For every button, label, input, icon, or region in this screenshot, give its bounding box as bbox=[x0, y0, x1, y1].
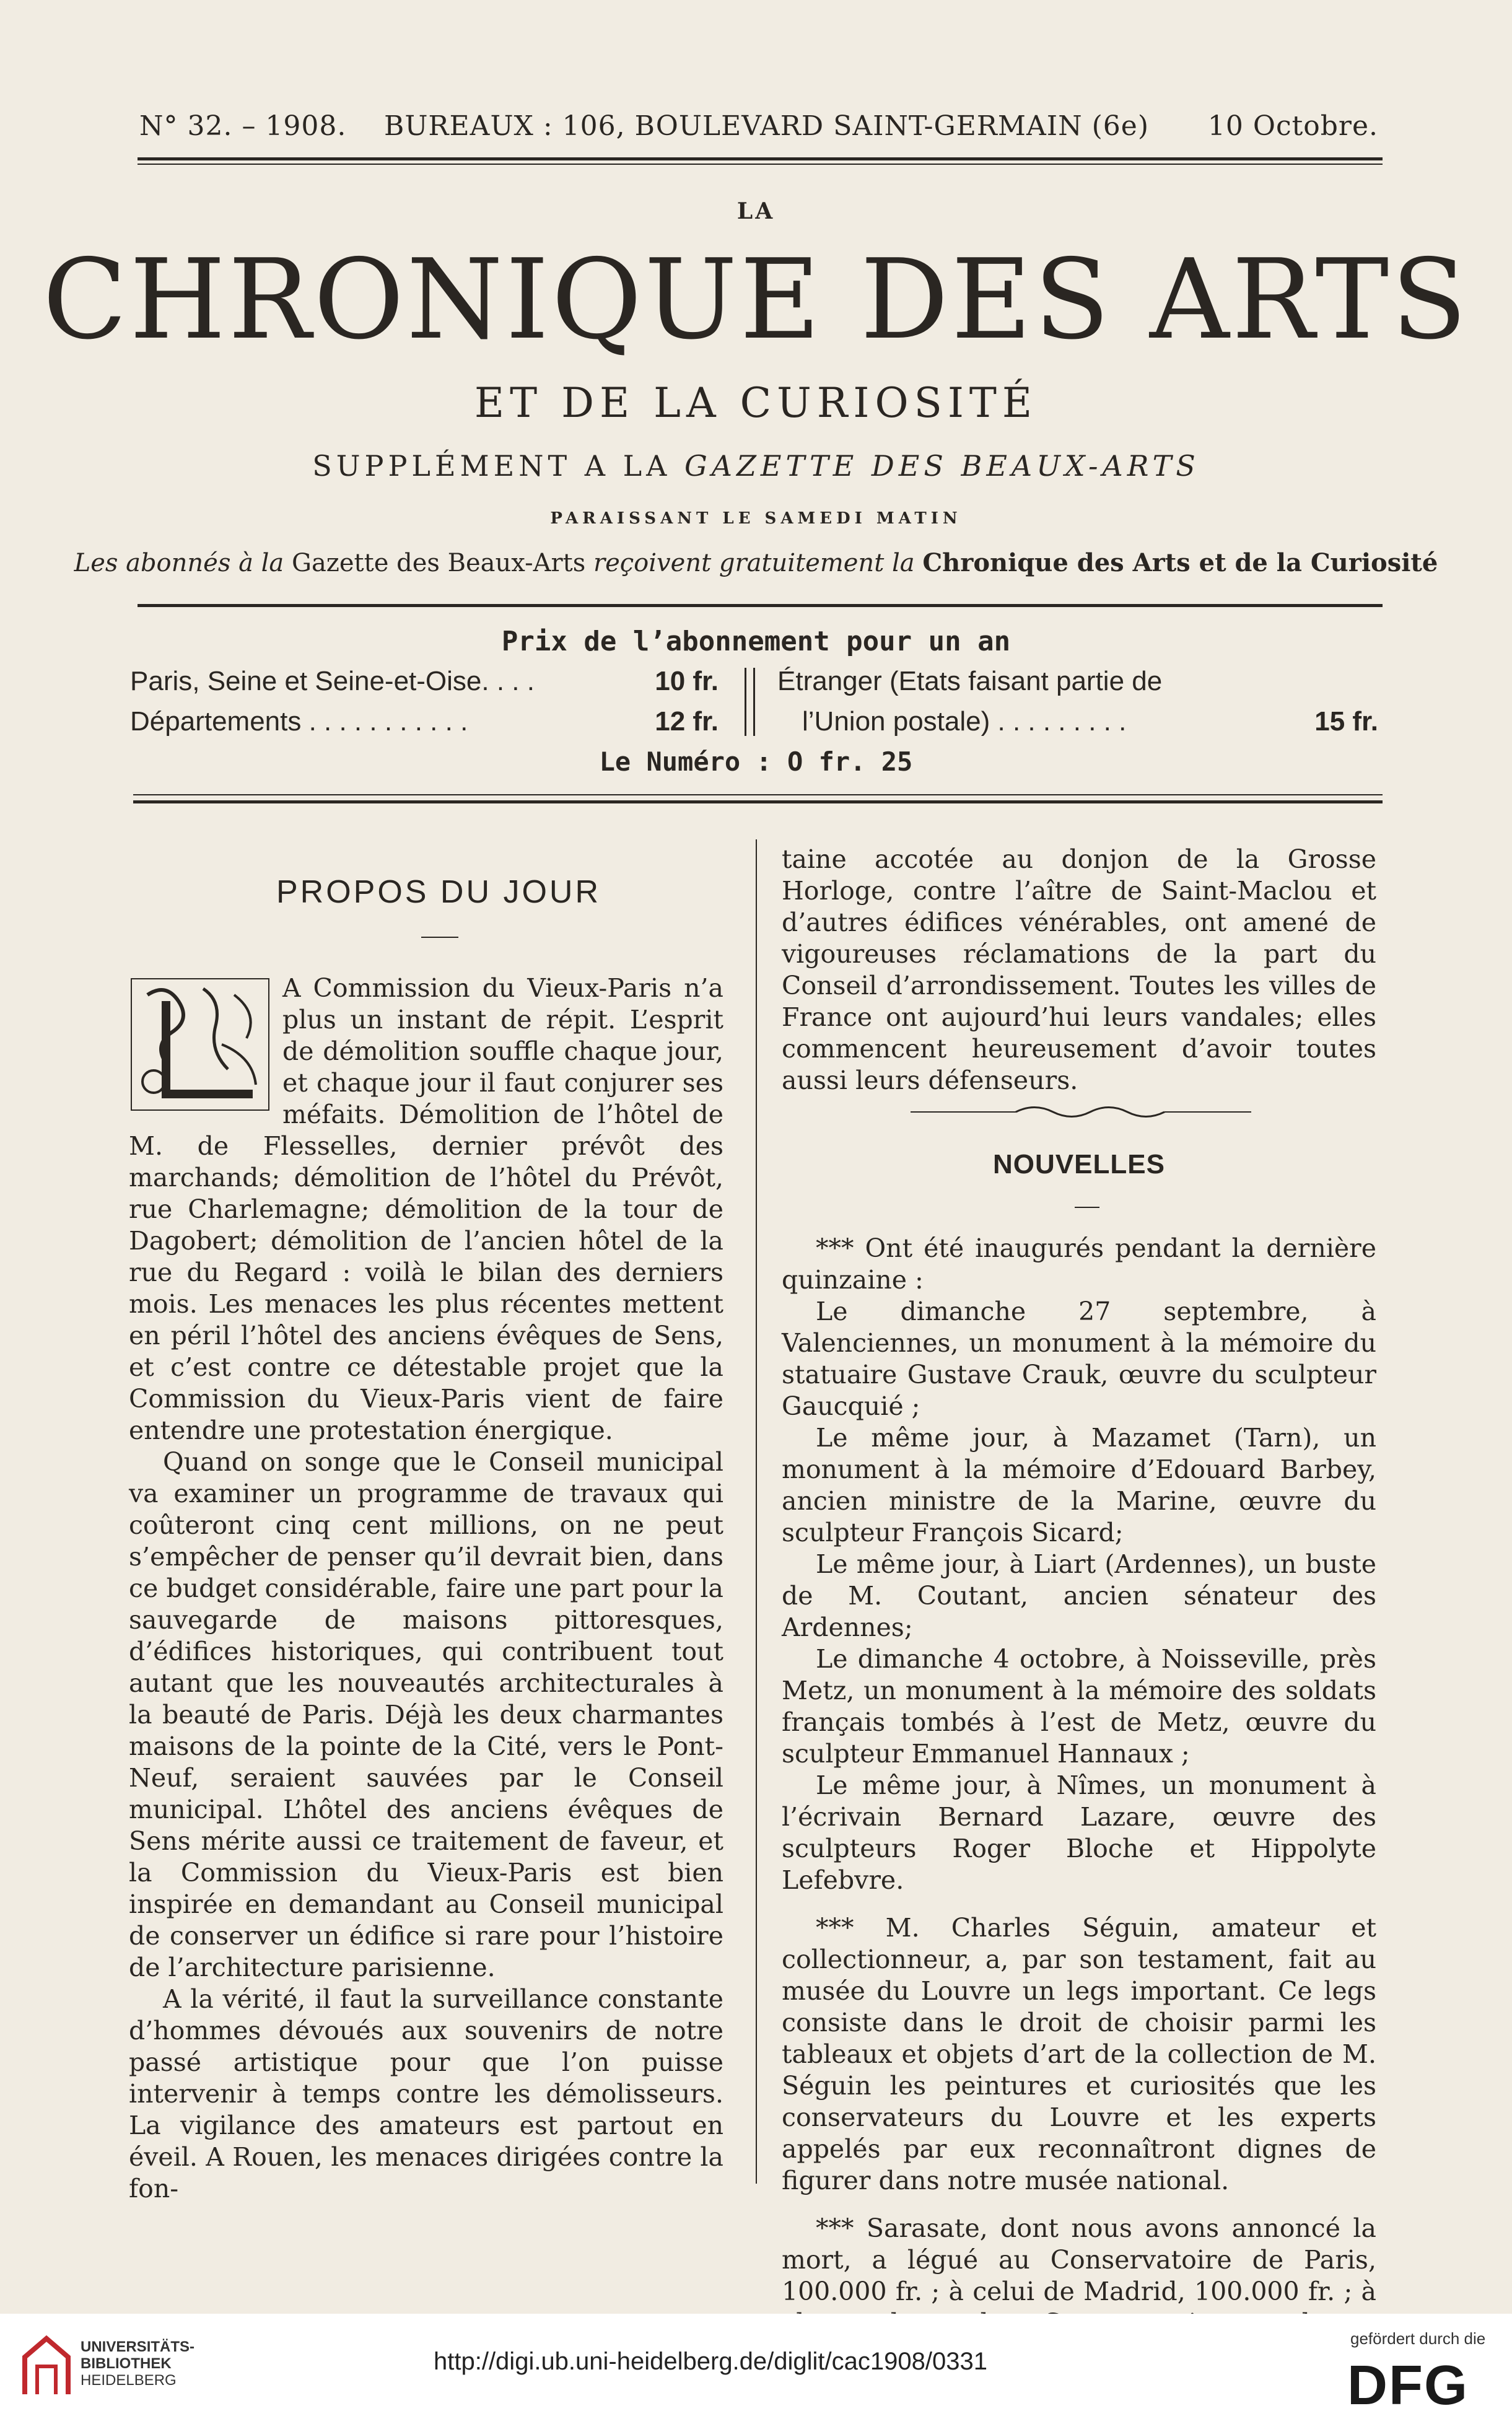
masthead-la: LA bbox=[736, 198, 776, 224]
bureaux-address: BUREAUX : 106, BOULEVARD SAINT-GERMAIN (6e) bbox=[384, 110, 1149, 142]
nouvelles-item-7: *** M. Charles Séguin, amateur et collectionneur, a, par son testament, fait au musée du Louvre un legs important. Ce legs consiste dans le droit de choisir parmi les tableaux et objets d’art de la collection de M. Séguin les peintures et curiosités que les conservateurs du Louvre et les experts appelés par eux reconnaîtront dignes de figurer dans notre musée national. bbox=[782, 1913, 1376, 2195]
masthead-subtitle: ET DE LA CURIOSITÉ bbox=[474, 379, 1038, 427]
propos-column bbox=[129, 973, 723, 2205]
funded-by-label: gefördert durch die bbox=[1350, 2329, 1486, 2348]
header-rule bbox=[138, 157, 1383, 160]
subscription-etranger: Étranger (Etats faisant partie de bbox=[777, 666, 1163, 696]
propos-paragraph-1: A Commission du Vieux-Paris n’a plus un instant de répit. L’esprit de démolition souffle chaque jour, et chaque jour il faut conjurer ses méfaits. Démolition de l’hôtel de M. de Flesselles, dernier prévôt des marchands; démolition de l’hôtel du Prévôt, rue Charlemagne; démolition de la tour de Dagobert; démolition de l’ancien hôtel de la rue du Regard : voilà le bilan des derniers mois. Les menaces les plus récentes mettent en péril l’hôtel des anciens évêques de Sens, et c’est contre ce détestable projet que la Commission du Vieux-Paris vient de faire entendre une protestation énergique. bbox=[129, 973, 723, 1445]
subscription-divider-2 bbox=[753, 668, 755, 736]
subscription-rule-thin bbox=[133, 794, 1383, 795]
propos-paragraph-2: Quand on songe que le Conseil municipal va examiner un programme de travaux qui coûteront cinq cent millions, on ne peut s’empêcher de penser qu’il devrait bien, dans ce budget considérable, faire une part pour la sauvegarde de maisons pittoresques, d’édifices historiques, qui contribuent tout autant que les nouveautés architecturales à la beauté de Paris. Déjà les deux charmantes maisons de la pointe de la Cité, vers le Pont-Neuf, seraient sauvées par le Conseil municipal. L’hôtel des anciens évêques de Sens mérite aussi ce traitement de faveur, et la Commission du Vieux-Paris est bien inspirée en demandant au Conseil municipal de conserver un édifice si rare pour l’histoire de l’architecture parisienne. bbox=[129, 1447, 723, 1982]
abonnes-text-2: Gazette des Beaux-Arts bbox=[292, 549, 586, 577]
subscription-divider-1 bbox=[745, 668, 746, 736]
nouvelles-column bbox=[782, 1233, 1376, 2339]
dfg-logo: DFG bbox=[1347, 2355, 1469, 2417]
subscription-heading: Prix de l’abonnement pour un an bbox=[501, 626, 1011, 657]
abonnes-text-1: Les abonnés à la bbox=[74, 549, 284, 577]
abonnes-text-4: Chronique des Arts et de la Curiosité bbox=[922, 548, 1438, 577]
propos-paragraph-3: A la vérité, il faut la surveillance constante d’hommes dévoués aux souvenirs de notre passé artistique pour que l’on puisse intervenir à temps contre les démolisseurs. La vigilance des amateurs est partout en éveil. A Rouen, les menaces dirigées contre la fon- bbox=[129, 1984, 723, 2203]
nouvelles-item-4: Le même jour, à Liart (Ardennes), un buste de M. Coutant, ancien sénateur des Ardennes; bbox=[782, 1549, 1376, 1642]
nouvelles-item-6: Le même jour, à Nîmes, un monument à l’écrivain Bernard Lazare, œuvre des sculpteurs Roger Bloche et Hippolyte Lefebvre. bbox=[782, 1770, 1376, 1895]
subscription-union bbox=[802, 706, 1378, 737]
university-library-logo-icon bbox=[19, 2332, 74, 2400]
issue-header bbox=[139, 110, 1378, 147]
nouvelles-item-8: *** Sarasate, dont nous avons annoncé la mort, a légué au Conservatoire de Paris, 100.000 fr. ; à celui de Madrid, 100.000 fr. ; à bbox=[782, 2213, 1376, 2306]
masthead-title: CHRONIQUE DES ARTS bbox=[42, 235, 1470, 364]
paris-label: Paris, Seine et Seine-et-Oise. . . . bbox=[130, 666, 535, 696]
issue-number: N° 32. – 1908. bbox=[139, 110, 347, 142]
propos-heading: PROPOS DU JOUR bbox=[276, 874, 601, 910]
dept-price: 12 fr. bbox=[655, 706, 719, 737]
issue-date: 10 Octobre. bbox=[1207, 110, 1378, 142]
supplement-gazette: GAZETTE DES BEAUX-ARTS bbox=[684, 449, 1200, 483]
numero-price: Le Numéro : O fr. 25 bbox=[599, 746, 913, 777]
subscription-paris bbox=[130, 666, 719, 697]
propos-continuation bbox=[782, 844, 1376, 1096]
masthead-rule bbox=[138, 604, 1383, 607]
parution-line: PARAISSANT LE SAMEDI MATIN bbox=[550, 509, 962, 528]
nouvelles-heading: NOUVELLES bbox=[993, 1149, 1165, 1179]
nouvelles-dash bbox=[1075, 1207, 1099, 1208]
drop-cap-l-ornament bbox=[129, 976, 271, 1113]
dept-label: Départements . . . . . . . . . . . bbox=[130, 706, 468, 737]
nouvelles-item-1: *** Ont été inaugurés pendant la dernière quinzaine : bbox=[782, 1233, 1376, 1295]
subscription-rule bbox=[133, 800, 1383, 803]
column-divider bbox=[756, 839, 757, 2184]
abonnes-line bbox=[0, 548, 1512, 577]
supplement-line bbox=[0, 449, 1512, 483]
etranger-price: 15 fr. bbox=[1314, 706, 1378, 737]
header-rule-thin bbox=[138, 164, 1383, 165]
library-name-line-1: UNIVERSITÄTS- bbox=[81, 2339, 195, 2355]
subscription-departements bbox=[130, 706, 719, 737]
library-name-line-3: HEIDELBERG bbox=[81, 2372, 177, 2389]
paris-price: 10 fr. bbox=[655, 666, 719, 696]
propos-continuation-text: taine accotée au donjon de la Grosse Horloge, contre l’aître de Saint-Maclou et d’autres édifices vénérables, ont amené de vigoureuses réclamations de la part du Conseil d’arrondissement. Toutes les villes de France ont aujourd’hui leurs vandales; elles commencent heureusement d’avoir toutes aussi leurs défenseurs. bbox=[782, 844, 1376, 1095]
permalink-url[interactable]: http://digi.ub.uni-heidelberg.de/diglit/cac1908/0331 bbox=[434, 2348, 987, 2375]
library-name bbox=[81, 2339, 194, 2389]
union-label: l’Union postale) . . . . . . . . . bbox=[802, 706, 1127, 737]
propos-dash bbox=[421, 937, 458, 938]
nouvelles-item-3: Le même jour, à Mazamet (Tarn), un monument à la mémoire d’Edouard Barbey, ancien ministre de la Marine, œuvre du sculpteur François Sicard; bbox=[782, 1423, 1376, 1547]
supplement-prefix: SUPPLÉMENT A LA bbox=[312, 449, 671, 483]
nouvelles-item-5: Le dimanche 4 octobre, à Noisseville, près Metz, un monument à la mémoire des soldats français tombés à l’est de Metz, œuvre du sculpteur Emmanuel Hannaux ; bbox=[782, 1644, 1376, 1769]
library-name-line-2: BIBLIOTHEK bbox=[81, 2355, 172, 2372]
abonnes-text-3: reçoivent gratuitement la bbox=[593, 549, 915, 577]
section-ornament-divider bbox=[911, 1103, 1251, 1121]
nouvelles-item-2: Le dimanche 27 septembre, à Valenciennes, un monument à la mémoire du statuaire Gustave Crauk, œuvre du sculpteur Gaucquié ; bbox=[782, 1297, 1376, 1421]
